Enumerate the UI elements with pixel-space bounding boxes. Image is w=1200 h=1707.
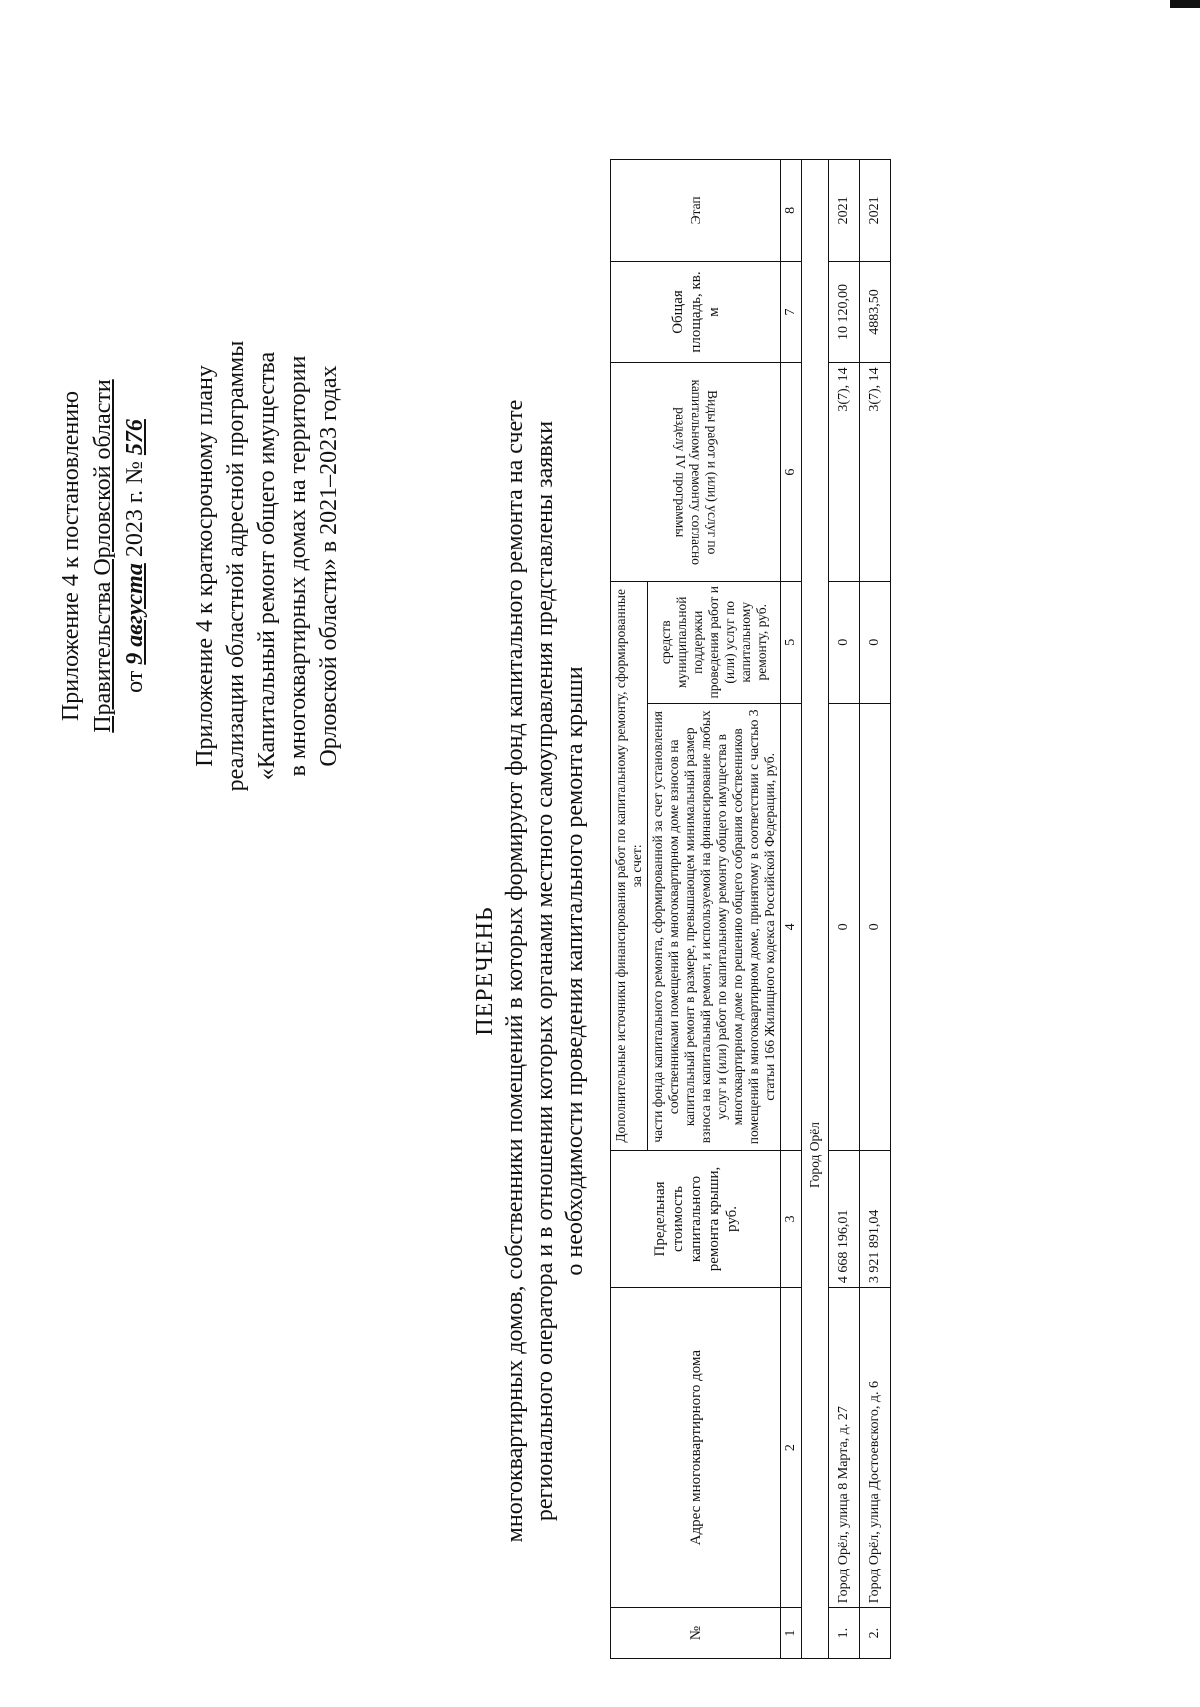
list-title-line: регионального оператора и в отношении которых органами местного самоуправления представлены заявки xyxy=(532,420,558,1522)
appendix-sub-line: реализации областной адресной программы xyxy=(223,340,249,792)
cell-area: 4883,50 xyxy=(860,261,891,363)
header-works xyxy=(611,363,781,581)
cell-address: Город Орёл, улица 8 Марта, д. 27 xyxy=(829,1288,860,1608)
appendix-subheader xyxy=(190,246,345,886)
header-stage: Этап xyxy=(611,160,781,262)
cell-num: 2. xyxy=(860,1608,891,1659)
cell-municipal: 0 xyxy=(860,581,891,703)
appendix-header xyxy=(55,276,151,836)
cell-owners-fund: 0 xyxy=(829,703,860,1150)
appendix-line-1: Приложение 4 к постановлению xyxy=(58,390,84,722)
index-cell: 6 xyxy=(781,363,802,581)
appendix-line-2: Правительства Орловской области xyxy=(90,379,116,733)
appendix-date-line xyxy=(119,276,151,836)
list-title-line: о необходимости проведения капитального ремонта крыши xyxy=(562,666,588,1276)
index-cell: 3 xyxy=(781,1150,802,1287)
table-row xyxy=(829,160,860,1659)
handwritten-number: 576 xyxy=(122,419,148,456)
index-cell: 7 xyxy=(781,261,802,363)
cell-works: 3(7), 14 xyxy=(829,363,860,581)
rotated-document-content xyxy=(25,31,1175,1671)
appendix-sub-line: Орловской области» в 2021–2023 годах xyxy=(316,365,342,767)
appendix-sub-line: «Капитальный ремонт общего имущества xyxy=(254,351,280,781)
cell-cost: 3 921 891,04 xyxy=(860,1150,891,1287)
header-area: Общая площадь, кв. м xyxy=(611,261,781,363)
table-row xyxy=(860,160,891,1659)
cell-cost: 4 668 196,01 xyxy=(829,1150,860,1287)
appendix-sub-line: в многоквартирных домах на территории xyxy=(285,355,311,777)
header-num: № xyxy=(611,1608,781,1659)
cell-stage: 2021 xyxy=(829,160,860,262)
table-group-row xyxy=(802,160,829,1659)
cell-num: 1. xyxy=(829,1608,860,1659)
houses-table xyxy=(610,159,891,1659)
table-header-row xyxy=(611,160,648,1659)
header-works-text: Виды работ и (или) услуг по капитальному ремонту согласно разделу IV программы xyxy=(672,379,720,565)
cell-owners-fund: 0 xyxy=(860,703,891,1150)
header-additional-sources: Дополнительные источники финансирования работ по капитальному ремонту, сформированные за счет: xyxy=(611,581,648,1150)
handwritten-date: 9 августа xyxy=(122,563,148,665)
list-title-line: многоквартирных домов, собственники помещений в которых формируют фонд капитального ремонта на счете xyxy=(502,399,528,1543)
header-municipal: средств муниципальной поддержки проведения работ и (или) услуг по капитальному ремонту, руб. xyxy=(648,581,781,703)
list-heading: ПЕРЕЧЕНЬ xyxy=(472,906,498,1036)
date-prefix: от xyxy=(122,670,148,693)
index-cell: 2 xyxy=(781,1288,802,1608)
cell-area: 10 120,00 xyxy=(829,261,860,363)
index-cell: 8 xyxy=(781,160,802,262)
list-title xyxy=(470,331,590,1611)
date-suffix: 2023 г. № xyxy=(122,461,148,558)
index-cell: 5 xyxy=(781,581,802,703)
group-label: Город Орёл xyxy=(802,160,829,1659)
header-cost: Предельная стоимость капитального ремонта крыши, руб. xyxy=(611,1150,781,1287)
cell-municipal: 0 xyxy=(829,581,860,703)
header-address: Адрес многоквартирного дома xyxy=(611,1288,781,1608)
cell-works: 3(7), 14 xyxy=(860,363,891,581)
index-cell: 1 xyxy=(781,1608,802,1659)
table-index-row xyxy=(781,160,802,1659)
header-owners-fund: части фонда капитального ремонта, сформированной за счет установления собственниками помещений в многоквартирном доме взносов на капитальный ремонт в размере, превышающем минимальный размер взноса на капитальный ремонт, и используемой на финансирование любых услуг и (или) работ по капитальному ремонту общего имущества в многоквартирном доме по решению общего собрания собственников помещений в многоквартирном доме, принятому в соответствии с частью 3 статьи 166 Жилищного кодекса Российской Федерации, руб. xyxy=(648,703,781,1150)
index-cell: 4 xyxy=(781,703,802,1150)
cell-stage: 2021 xyxy=(860,160,891,262)
appendix-sub-line: Приложение 4 к краткосрочному плану xyxy=(192,365,218,767)
cell-address: Город Орёл, улица Достоевского, д. 6 xyxy=(860,1288,891,1608)
scan-corner-mark xyxy=(1170,0,1200,8)
